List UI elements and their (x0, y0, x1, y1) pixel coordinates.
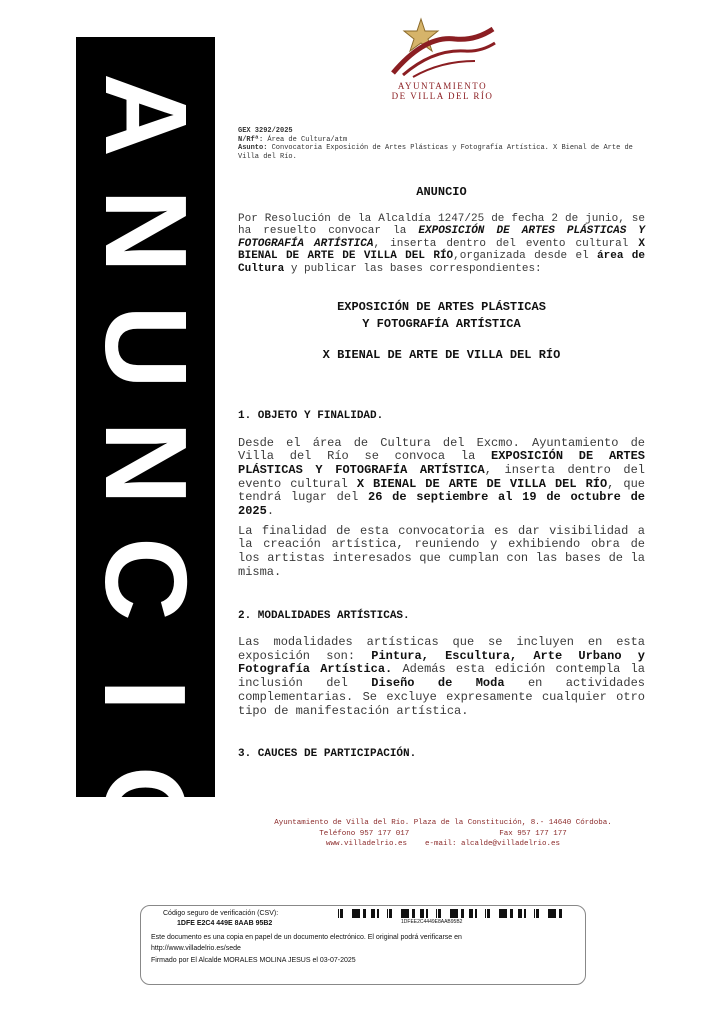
s2-text: en actividades complementarias. Se excluye expresamente cualquier otro tipo de manifestación artística. (238, 676, 645, 718)
anuncio-letter: A (80, 73, 211, 157)
exposition-title-line-1: EXPOSICIÓN DE ARTES PLÁSTICAS (337, 300, 546, 314)
asunto-value: Convocatoria Exposición de Artes Plásticas y Fotografía Artística. X Bienal de Arte de Villa del Río. (238, 144, 633, 161)
footer-phone: Teléfono 957 177 017 (319, 829, 410, 838)
logo-line-2: DE VILLA DEL RÍO (391, 91, 494, 101)
intro-text: ,organizada desde el (453, 250, 598, 262)
anuncio-letter: N (80, 189, 211, 273)
intro-text: Por Resolución de la Alcaldía 1247/25 de fecha 2 de junio, se ha resuelto convocar la (238, 212, 645, 237)
document-body (238, 186, 645, 761)
ayuntamiento-logo (385, 15, 500, 103)
reference-block (238, 127, 648, 161)
logo-emblem-icon (385, 15, 500, 79)
s1-dates: 26 de septiembre al 19 de octubre de 2025 (238, 490, 646, 519)
logo-line-1: AYUNTAMIENTO (397, 81, 488, 91)
anuncio-letter: U (80, 305, 211, 389)
s2-modalities: Pintura, Escultura, Arte Urbano y Fotografía Artística. (238, 648, 645, 677)
csv-code: 1DFE E2C4 449E 8AAB 95B2 (177, 920, 273, 927)
footer-web-row (238, 839, 648, 850)
csv-copy-text: Este documento es una copia en papel de un documento electrónico. El original podrá verificarse en (151, 934, 462, 941)
bienal-title: X BIENAL DE ARTE DE VILLA DEL RÍO (322, 348, 561, 362)
section-1-title: 1. OBJETO Y FINALIDAD. (238, 410, 384, 422)
s1-expo-name: EXPOSICIÓN DE ARTES PLÁSTICAS Y FOTOGRAFÍA ARTÍSTICA (238, 449, 645, 477)
csv-signed: Firmado por El Alcalde MORALES MOLINA JESUS el 03-07-2025 (151, 957, 356, 964)
barcode-text: 1DFEE2C4449E8AAB95B2 (401, 919, 463, 925)
side-stamp-text (124, 925, 132, 975)
page-footer (238, 818, 648, 850)
exposition-title-line-2: Y FOTOGRAFÍA ARTÍSTICA (362, 317, 521, 331)
section-1-paragraph-2: La finalidad de esta convocatoria es dar visibilidad a la creación artística, reuniendo y exhibiendo obra de los artistas interesados que cumplan con las bases de la misma. (238, 523, 645, 579)
anuncio-sidebar (76, 37, 215, 857)
s1-text: . (266, 504, 275, 519)
anuncio-letter: I (80, 678, 211, 712)
intro-paragraph (238, 213, 645, 276)
footer-fax: Fax 957 177 177 (499, 829, 567, 838)
csv-verification-box (140, 905, 586, 985)
s1-text: Desde el área de Cultura del Excmo. Ayuntamiento de Villa del Río se convoca la (238, 435, 645, 464)
intro-text: , inserta dentro del evento cultural (373, 237, 639, 250)
footer-email-link[interactable]: e-mail: alcalde@villadelrio.es (424, 840, 561, 848)
s1-bienal-name: X BIENAL DE ARTE DE VILLA DEL RÍO (356, 476, 608, 491)
ref-value: Área de Cultura/atm (267, 135, 348, 144)
footer-address: Ayuntamiento de Villa del Río. Plaza de la Constitución, 8.- 14640 Córdoba. (274, 819, 612, 827)
intro-area: área de Cultura (238, 250, 646, 275)
s2-text: Las modalidades artísticas que se incluyen en esta exposición son: (238, 635, 645, 663)
anuncio-letter: N (80, 421, 211, 505)
s2-text: Además esta edición contempla la inclusión del (238, 662, 645, 691)
ref-label: N/Rfª: (238, 135, 264, 144)
anuncio-letter: O (80, 765, 211, 857)
barcode-icon (337, 909, 563, 918)
csv-url[interactable]: http://www.villadelrio.es/sede (151, 945, 241, 952)
footer-web-link[interactable]: www.villadelrio.es (325, 840, 407, 848)
section-1-paragraph-1 (238, 437, 645, 519)
section-3-title: 3. CAUCES DE PARTICIPACIÓN. (238, 748, 417, 761)
document-title: ANUNCIO (416, 185, 467, 199)
intro-text: y publicar las bases correspondientes: (284, 262, 542, 275)
section-2-paragraph (238, 636, 645, 718)
intro-bienal-name: X BIENAL DE ARTE DE VILLA DEL RÍO (238, 237, 645, 262)
footer-contact-row (238, 829, 648, 840)
exposition-title (238, 299, 645, 333)
s2-fashion: Diseño de Moda (371, 676, 505, 691)
csv-label: Código seguro de verificación (CSV): (163, 910, 279, 917)
intro-expo-name: EXPOSICIÓN DE ARTES PLÁSTICAS Y FOTOGRAFÍA ARTÍSTICA (238, 225, 645, 250)
anuncio-letter: C (80, 537, 211, 621)
s1-text: , que tendrá lugar del (238, 476, 645, 505)
s1-text: , inserta dentro del evento cultural (238, 462, 645, 491)
asunto-label: Asunto: (238, 144, 268, 152)
section-2-title: 2. MODALIDADES ARTÍSTICAS. (238, 609, 410, 622)
gex-number: GEX 3292/2025 (238, 127, 293, 135)
